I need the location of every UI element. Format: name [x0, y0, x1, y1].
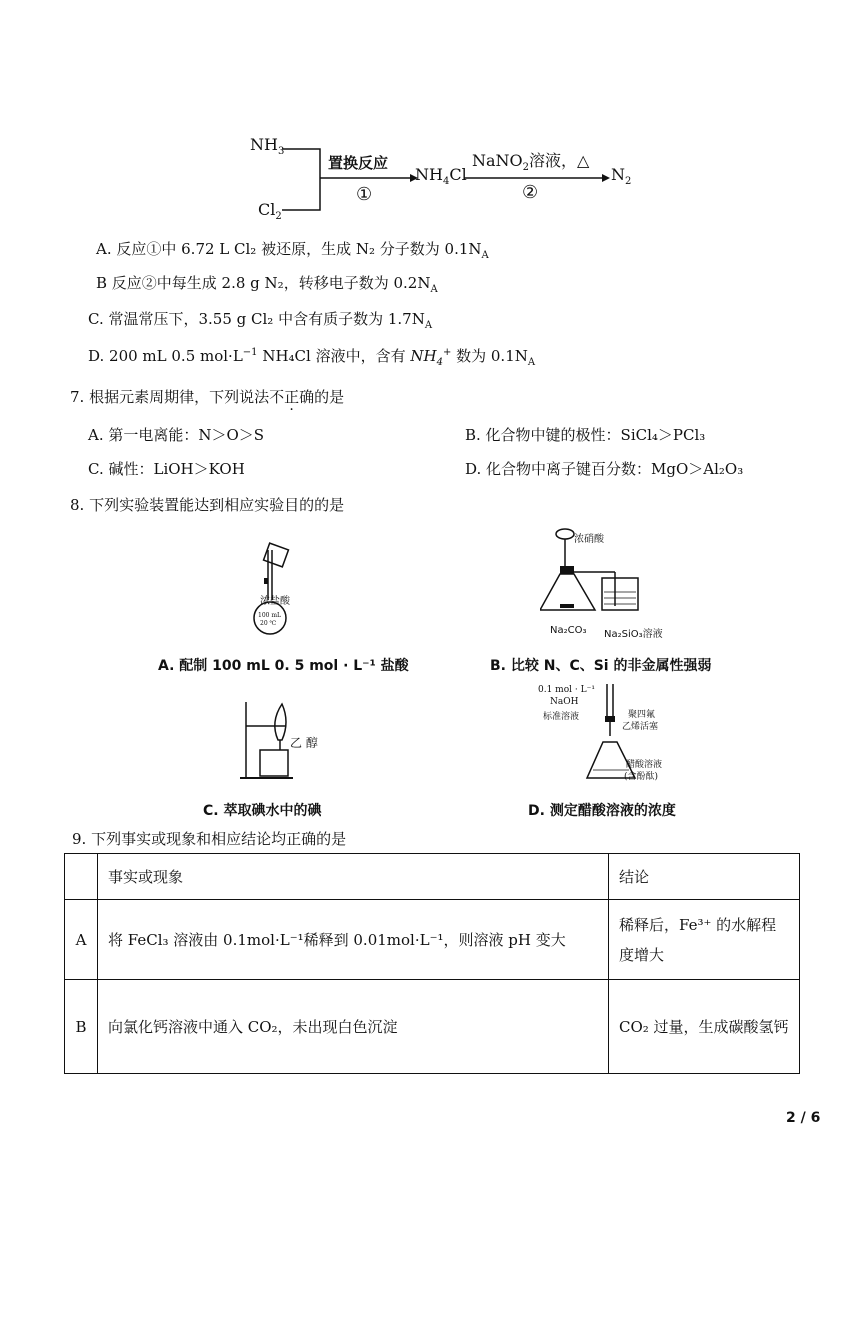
figure-a-caption: A. 配制 100 mL 0. 5 mol · L⁻¹ 盐酸: [158, 658, 409, 674]
product-n2: $N_2$: [611, 165, 632, 188]
figure-a-volumetric-flask: [238, 540, 328, 640]
figure-b-left-label: Na₂CO₃: [550, 625, 587, 636]
page-number: 2 / 6: [786, 1110, 821, 1126]
table-row-key: A: [65, 900, 98, 980]
q6-option-c: C. 常温常压下，3.55 g Cl₂ 中含有质子数为 $1.7N_A$: [88, 310, 433, 331]
q9-table: [64, 853, 800, 1074]
arrow2-condition: NaNO$_2$溶液，△: [472, 151, 590, 174]
table-row-conclusion: 稀释后，Fe³⁺ 的水解程度增大: [609, 900, 800, 980]
arrow1-step: ①: [356, 184, 373, 205]
q8-stem: 8. 下列实验装置能达到相应实验目的的是: [70, 496, 345, 514]
table-row-conclusion: CO₂ 过量，生成碳酸氢钙: [609, 980, 800, 1074]
arrow2-step: ②: [522, 182, 539, 203]
q6-option-b: B 反应②中每生成 2.8 g N₂，转移电子数为 $0.2N_A$: [96, 274, 438, 295]
figure-d-caption: D. 测定醋酸溶液的浓度: [528, 803, 676, 819]
q7-stem: 7. 根据元素周期律，下列说法不正确的是: [70, 388, 345, 406]
table-row-key: B: [65, 980, 98, 1074]
q7-emphasis: 不正确: [269, 388, 315, 406]
reactant-cl2: $Cl_2$: [258, 200, 282, 223]
table-row: [65, 980, 800, 1074]
figure-b-caption: B. 比较 N、C、Si 的非金属性强弱: [490, 658, 712, 674]
figure-a-flask-volume: 100 mL: [258, 612, 282, 619]
figure-d-label-standard: 标准溶液: [543, 712, 580, 722]
figure-d-label-phenolphthalein: (含酚酞): [624, 772, 659, 782]
figure-b-acid-label: 浓硝酸: [574, 534, 604, 545]
table-row: [65, 900, 800, 980]
q7-option-a: A. 第一电离能：N＞O＞S: [88, 426, 265, 444]
figure-b-right-label: Na₂SiO₃溶液: [604, 629, 663, 640]
table-header-fact: 事实或现象: [98, 854, 609, 900]
intermediate-nh4cl: $NH_4Cl$: [415, 165, 467, 188]
q6-option-a: A. 反应①中 6.72 L Cl₂ 被还原，生成 N₂ 分子数为 $0.1N_A$: [96, 240, 489, 261]
figure-a-label: 浓盐酸: [260, 596, 290, 607]
arrow1-condition: 置换反应: [328, 154, 389, 172]
q9-stem: 9. 下列事实或现象和相应结论均正确的是: [72, 830, 347, 848]
table-header-row: [65, 854, 800, 900]
figure-a-flask-temp: 20 ℃: [260, 620, 277, 627]
q7-option-c: C. 碱性：LiOH＞KOH: [88, 460, 245, 478]
q7-option-d: D. 化合物中离子键百分数：MgO＞Al₂O₃: [465, 460, 744, 478]
table-row-fact: 向氯化钙溶液中通入 CO₂，未出现白色沉淀: [98, 980, 609, 1074]
table-row-fact: 将 FeCl₃ 溶液由 0.1mol·L⁻¹稀释到 0.01mol·L⁻¹，则溶液 pH 变大: [98, 900, 609, 980]
q6-option-d: D. 200 mL 0.5 $mol\cdot L^{-1}$ NH₄Cl 溶液中，含有 $NH_4^+$ 数为 $0.1N_A$: [88, 347, 536, 368]
table-header-key: [65, 854, 98, 900]
figure-d-label-conc: 0.1 mol · L⁻¹: [538, 685, 595, 695]
figure-d-label-acetic: 醋酸溶液: [626, 760, 663, 770]
figure-d-label-stopcock: 乙烯活塞: [622, 722, 659, 732]
figure-c-separatory-funnel: [238, 698, 298, 783]
reactant-nh3: $NH_3$: [250, 135, 285, 158]
figure-d-label-ptfe: 聚四氟: [628, 710, 656, 720]
table-header-conclusion: 结论: [609, 854, 800, 900]
q7-option-b: B. 化合物中键的极性：SiCl₄＞PCl₃: [465, 426, 706, 444]
figure-d-label-naoh: NaOH: [550, 697, 579, 707]
figure-c-label: 乙 醇: [290, 736, 318, 750]
figure-c-caption: C. 萃取碘水中的碘: [203, 803, 322, 819]
